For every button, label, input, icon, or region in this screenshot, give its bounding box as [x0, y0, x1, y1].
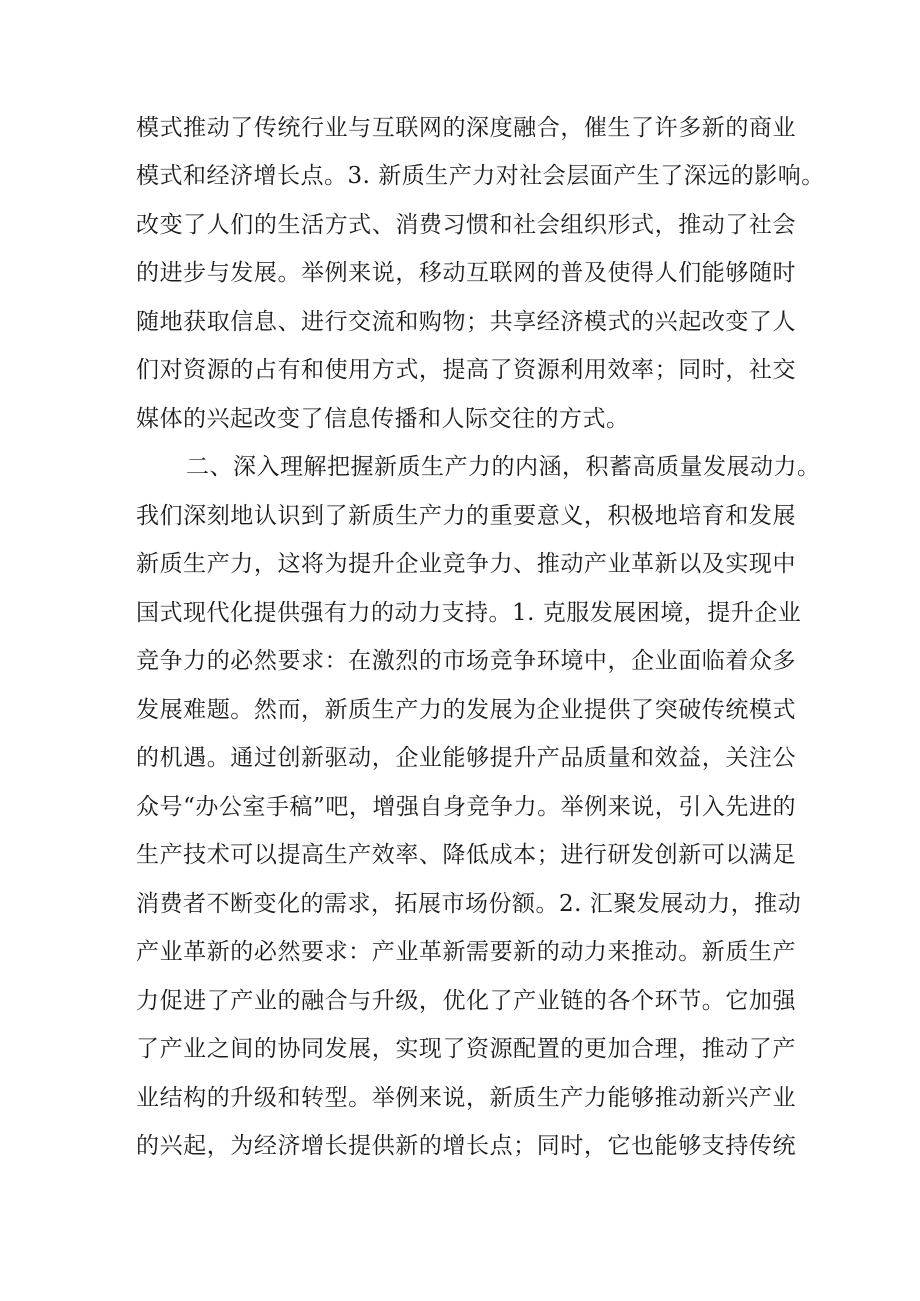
text-line: 改变了人们的生活方式、消费习惯和社会组织形式，推动了社会 [136, 212, 796, 238]
text-line: 们对资源的占有和使用方式，提高了资源利用效率；同时，社交 [136, 357, 796, 383]
text-line: 媒体的兴起改变了信息传播和人际交往的方式。 [136, 406, 630, 432]
text-line: 的进步与发展。举例来说，移动互联网的普及使得人们能够随时 [136, 260, 796, 286]
text-line: 竞争力的必然要求：在激烈的市场竞争环境中，企业面临着众多 [136, 648, 796, 674]
text-line: 模式推动了传统行业与互联网的深度融合，催生了许多新的商业 [136, 115, 796, 141]
text-line: 随地获取信息、进行交流和购物；共享经济模式的兴起改变了人 [136, 309, 796, 335]
text-line: 力促进了产业的融合与升级，优化了产业链的各个环节。它加强 [136, 988, 796, 1014]
text-line: 新质生产力，这将为提升企业竞争力、推动产业革新以及实现中 [136, 551, 796, 577]
text-line: 国式现代化提供强有力的动力支持。1. 克服发展困境，提升企业 [136, 600, 802, 626]
text-line: 了产业之间的协同发展，实现了资源配置的更加合理，推动了产 [136, 1036, 796, 1062]
text-line: 发展难题。然而，新质生产力的发展为企业提供了突破传统模式 [136, 697, 796, 723]
text-line: 的机遇。通过创新驱动，企业能够提升产品质量和效益，关注公 [136, 745, 796, 771]
text-line: 产业革新的必然要求：产业革新需要新的动力来推动。新质生产 [136, 939, 796, 965]
text-line: 消费者不断变化的需求，拓展市场份额。2. 汇聚发展动力，推动 [136, 891, 802, 917]
text-line: 模式和经济增长点。3. 新质生产力对社会层面产生了深远的影响。 [136, 163, 825, 189]
text-line: 业结构的升级和转型。举例来说，新质生产力能够推动新兴产业 [136, 1085, 796, 1111]
section-heading: 二、深入理解把握新质生产力的内涵，积蓄高质量发展动力。 [186, 454, 821, 480]
text-line: 我们深刻地认识到了新质生产力的重要意义，积极地培育和发展 [136, 503, 796, 529]
text-line: 的兴起，为经济增长提供新的增长点；同时，它也能够支持传统 [136, 1133, 796, 1159]
text-line: 众号“办公室手稿”吧，增强自身竞争力。举例来说，引入先进的 [136, 794, 796, 820]
text-line: 生产技术可以提高生产效率、降低成本；进行研发创新可以满足 [136, 842, 796, 868]
